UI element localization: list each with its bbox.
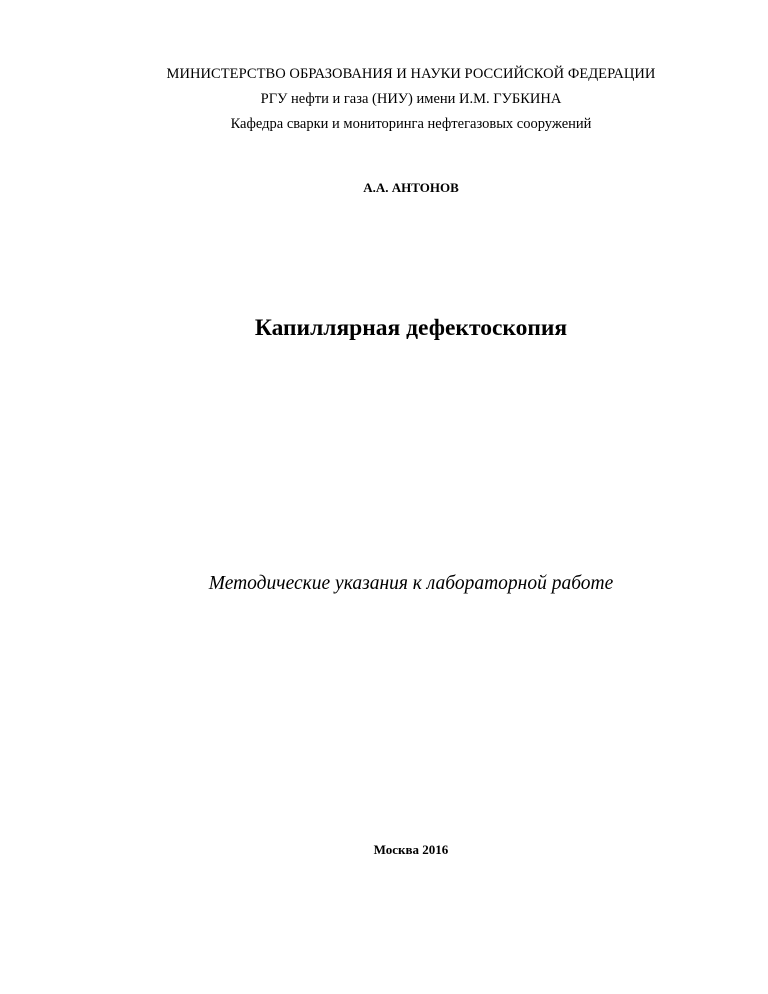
author-name: А.А. АНТОНОВ bbox=[363, 180, 459, 195]
document-subtitle: Методические указания к лабораторной работе bbox=[208, 573, 614, 594]
university-name: РГУ нефти и газа (НИУ) имени И.М. ГУБКИНА bbox=[260, 91, 562, 107]
city-year: Москва 2016 bbox=[373, 842, 449, 857]
department-name: Кафедра сварки и мониторинга нефтегазовых сооружений bbox=[230, 116, 592, 132]
document-title: Капиллярная дефектоскопия bbox=[254, 315, 568, 341]
ministry-name: МИНИСТЕРСТВО ОБРАЗОВАНИЯ И НАУКИ РОССИЙСКОЙ ФЕДЕРАЦИИ bbox=[166, 66, 656, 82]
